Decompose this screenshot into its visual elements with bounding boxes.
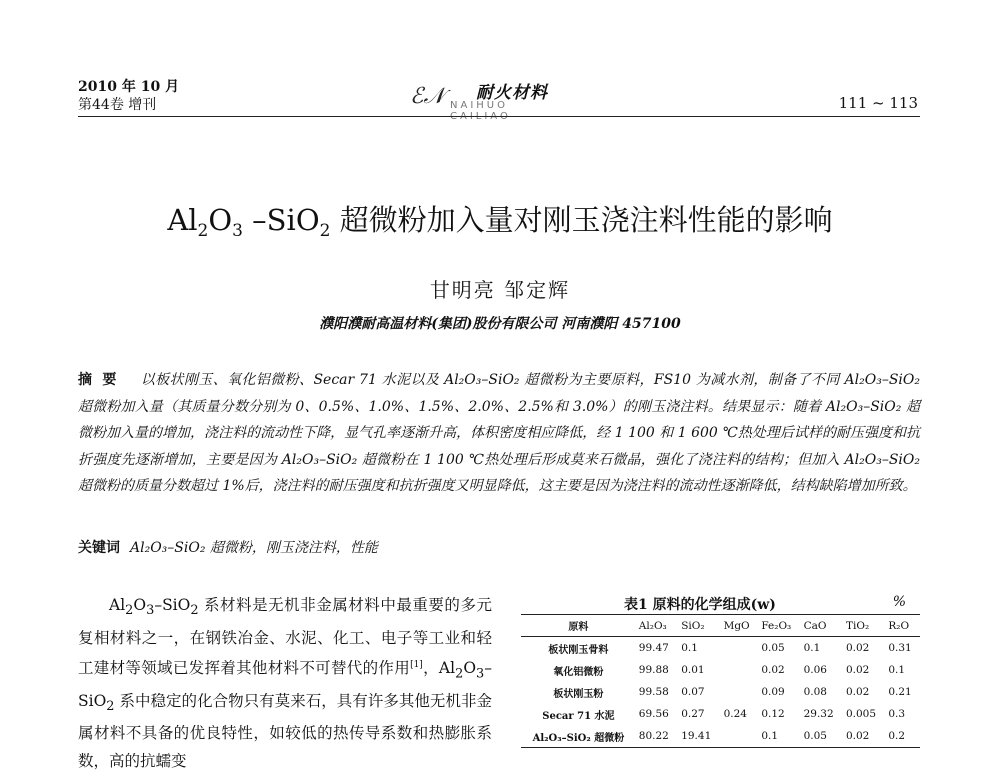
table-cell: 0.02: [845, 686, 870, 698]
table-cell: 0.09: [761, 686, 785, 698]
table-cell: 99.47: [638, 642, 669, 654]
table-row: [521, 703, 920, 725]
table-cell: 69.56: [638, 708, 669, 720]
table-cell: 0.21: [888, 686, 912, 698]
table-cell: 0.3: [888, 708, 906, 720]
col-header: R₂O: [888, 619, 910, 632]
table-caption: 表1 原料的化学组成(w): [624, 597, 776, 613]
table-row: [521, 659, 920, 681]
table-cell: [721, 659, 759, 681]
table-cell: 0.1: [888, 664, 906, 676]
table-cell: 0.01: [681, 664, 705, 676]
table-cell: 0.07: [681, 686, 705, 698]
table-cell: 0.27: [681, 708, 705, 720]
table-cell: 0.02: [845, 642, 870, 654]
table-cell: 0.1: [761, 730, 779, 742]
table-cell: Al₂O₃–SiO₂ 超微粉: [532, 732, 625, 744]
table-unit: %: [892, 594, 906, 610]
table-cell: 99.88: [638, 664, 669, 676]
table-cell: Secar 71 水泥: [542, 710, 615, 722]
article-title: $Al_2O_3$ –SiO$_2$ 超微粉加入量对刚玉浇注料性能的影响: [167, 203, 833, 241]
header-rule: [78, 116, 920, 117]
table-cell: 0.08: [803, 686, 827, 698]
table-cell: 0.2: [888, 730, 906, 742]
col-header: MgO: [723, 619, 750, 632]
col-header: SiO₂: [681, 619, 705, 632]
col-header: CaO: [803, 619, 827, 632]
table-cell: [721, 637, 759, 660]
table-cell: 0.005: [845, 708, 877, 720]
table-cell: 99.58: [638, 686, 669, 698]
table-cell: 0.02: [845, 730, 870, 742]
issue-date: 2010 年 10 月: [78, 79, 180, 95]
journal-issue-info: [78, 78, 179, 114]
chemical-composition-table: [521, 614, 920, 748]
table-cell: 29.32: [803, 708, 834, 720]
table-cell: 0.05: [761, 642, 785, 654]
keywords-text: Al₂O₃–SiO₂ 超微粉，刚玉浇注料，性能: [130, 540, 378, 556]
col-header: 原料: [568, 622, 589, 633]
keywords: [78, 537, 920, 557]
logo-swirl-icon: ℰ𝒩: [410, 84, 445, 109]
journal-pinyin: NAIHUO CAILIAO: [450, 100, 511, 122]
keywords-label: 关键词: [78, 540, 120, 556]
issue-volume: 第44卷 增刊: [78, 97, 157, 113]
col-header: Al₂O₃: [638, 619, 667, 632]
table-cell: 0.1: [803, 642, 821, 654]
table-cell: 0.1: [681, 642, 698, 654]
journal-name: 耐火材料: [476, 83, 548, 103]
table-row: [521, 725, 920, 748]
table-cell: 0.05: [803, 730, 827, 742]
authors: 甘明亮 邹定辉: [429, 278, 571, 302]
table-cell: [721, 681, 759, 703]
citation-ref: [1]: [410, 660, 423, 671]
table-row: [521, 681, 920, 703]
journal-logo: [410, 78, 570, 122]
col-header: Fe₂O₃: [761, 619, 792, 632]
table-cell: 0.31: [888, 642, 912, 654]
table-cell: 0.24: [723, 708, 747, 720]
table-cell: 0.06: [803, 664, 827, 676]
abstract-text: 以板状刚玉、氧化铝微粉、Secar 71 水泥以及 Al₂O₃–SiO₂ 超微粉为主要原料，FS10 为减水剂，制备了不同 Al₂O₃–SiO₂ 超微粉加入量（其质量分数分别为 0、0.5%、1.0%、1.5%、2.0%、2.5%和 3.0%）的刚玉浇注料。结果显示：随着 Al₂O₃–SiO₂ 超微粉加入量的增加，浇注料的流动性下降，显气孔率逐渐升高，体积密度相应降低，经 1 100 和 1 600 ℃热处理后试样的耐压强度和抗折强度先逐渐增加，主要是因为 Al₂O₃–SiO₂ 超微粉在 1 100 ℃热处理后形成莫来石微晶，强化了浇注料的结构；但加入 Al₂O₃–SiO₂ 超微粉的质量分数超过 1%后，浇注料的耐压强度和抗折强度又明显降低，这主要是因为浇注料的流动性逐渐降低，结构缺陷增加所致。: [78, 372, 920, 494]
col-header: TiO₂: [845, 619, 870, 632]
table-cell: 氧化铝微粉: [553, 666, 604, 678]
table-cell: 0.02: [761, 664, 785, 676]
table-row: [521, 637, 920, 660]
body-paragraph: $Al_2O_3-SiO_2$ 系材料是无机非金属材料中最重要的多元复相材料之一，在钢铁冶金、水泥、化工、电子等工业和轻工建材等领域已发挥着其他材料不可替代的作用[1]，$Al_2O_3-SiO_2$ 系中稳定的化合物只有莫来石，具有许多其他无机非金属材料不具备的优良特性，如较低的热传导系数和热膨胀系数，高的抗蠕变: [78, 596, 492, 770]
table-cell: 板状刚玉骨料: [548, 644, 609, 656]
abstract-label: 摘要: [78, 372, 127, 388]
abstract: [78, 367, 920, 500]
table-header-row: [521, 615, 920, 637]
page-range: 111 ~ 113: [838, 94, 918, 112]
table-cell: [721, 725, 759, 748]
affiliation: 濮阳濮耐高温材料(集团)股份有限公司 河南濮阳 457100: [319, 316, 681, 332]
table-cell: 80.22: [638, 730, 669, 742]
table-cell: 0.02: [845, 664, 870, 676]
table-cell: 0.12: [761, 708, 785, 720]
table-cell: 板状刚玉粉: [553, 688, 604, 700]
table-cell: 19.41: [681, 730, 712, 742]
